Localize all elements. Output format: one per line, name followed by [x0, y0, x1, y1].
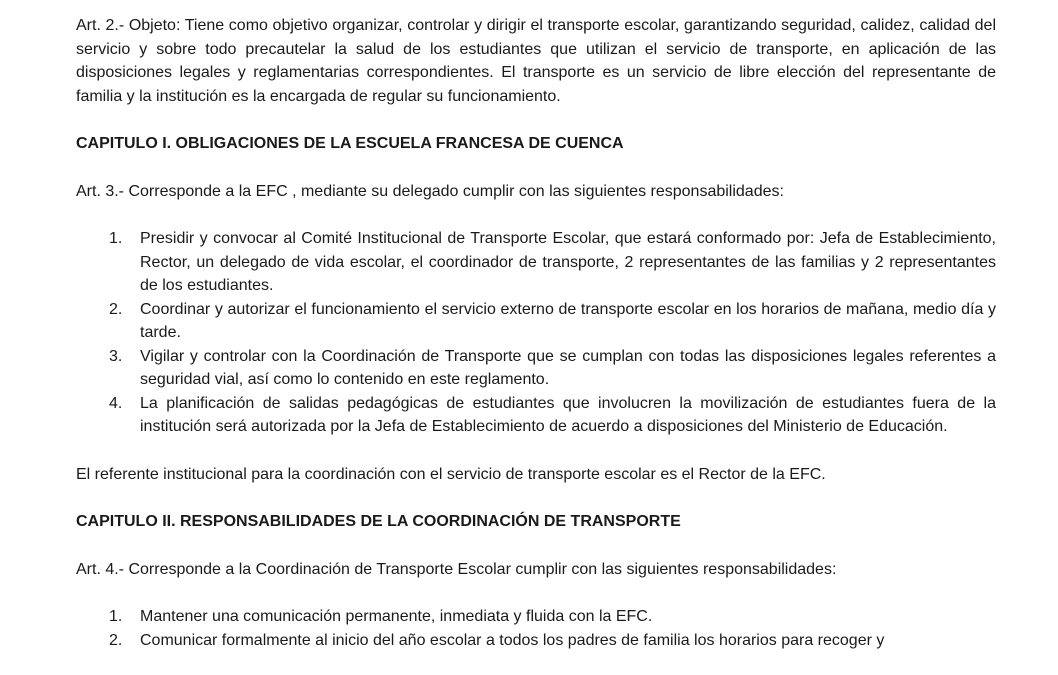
article-2: Art. 2.- Objeto: Tiene como objetivo organizar, controlar y dirigir el transporte escolar, garantizando seguridad, calidez, calidad del servicio y sobre todo precautelar la salud de los estudiantes que utilizan el servicio de transporte, en aplicación de las disposiciones legales y reglamentarias correspondientes. El transporte es un servicio de libre elección del representante de familia y la institución es la encargada de regular su funcionamiento. — [76, 17, 996, 105]
list-item — [76, 605, 996, 629]
institutional-referent: El referente institucional para la coordinación con el servicio de transporte escolar es el Rector de la EFC. — [76, 465, 826, 483]
article-3: Art. 3.- Corresponde a la EFC , mediante su delegado cumplir con las siguientes responsabilidades: — [76, 182, 784, 200]
list-item-text: La planificación de salidas pedagógicas de estudiantes que involucren la movilización de estudiantes fuera de la institución será autorizada por la Jefa de Establecimiento de acuerdo a disposiciones del Ministerio de Educación. — [140, 394, 996, 435]
list-item — [76, 345, 996, 392]
chapter-1-heading: CAPITULO I. OBLIGACIONES DE LA ESCUELA FRANCESA DE CUENCA — [76, 135, 624, 152]
list-item-number: 3. — [109, 347, 123, 365]
list-item — [76, 392, 996, 439]
list-item — [76, 227, 996, 298]
list-item-number: 2. — [109, 300, 123, 318]
chapter-2-heading: CAPITULO II. RESPONSABILIDADES DE LA COORDINACIÓN DE TRANSPORTE — [76, 513, 681, 530]
list-item-number: 1. — [109, 230, 123, 247]
list-item-text: Vigilar y controlar con la Coordinación de Transporte que se cumplan con todas las disposiciones legales referentes a seguridad vial, así como lo contenido en este reglamento. — [140, 347, 996, 388]
article-4-list — [76, 605, 996, 652]
document-page — [76, 14, 996, 652]
list-item-text: Coordinar y autorizar el funcionamiento el servicio externo de transporte escolar en los horarios de mañana, medio día y tarde. — [140, 300, 996, 341]
list-item-number: 4. — [109, 394, 123, 412]
list-item-number: 1. — [109, 608, 123, 625]
list-item — [76, 298, 996, 345]
list-item-text: Presidir y convocar al Comité Institucional de Transporte Escolar, que estará conformado por: Jefa de Establecimiento, Rector, un delegado de vida escolar, el coordinador de transporte, 2 representantes de las familias y 2 representantes de los estudiantes. — [140, 230, 996, 294]
list-item-text: Comunicar formalmente al inicio del año escolar a todos los padres de familia los horarios para recoger y — [140, 631, 885, 649]
list-item — [76, 629, 996, 653]
article-4: Art. 4.- Corresponde a la Coordinación de Transporte Escolar cumplir con las siguientes responsabilidades: — [76, 560, 837, 578]
article-3-list — [76, 227, 996, 439]
list-item-text: Mantener una comunicación permanente, inmediata y fluida con la EFC. — [140, 608, 653, 625]
list-item-number: 2. — [109, 631, 123, 649]
